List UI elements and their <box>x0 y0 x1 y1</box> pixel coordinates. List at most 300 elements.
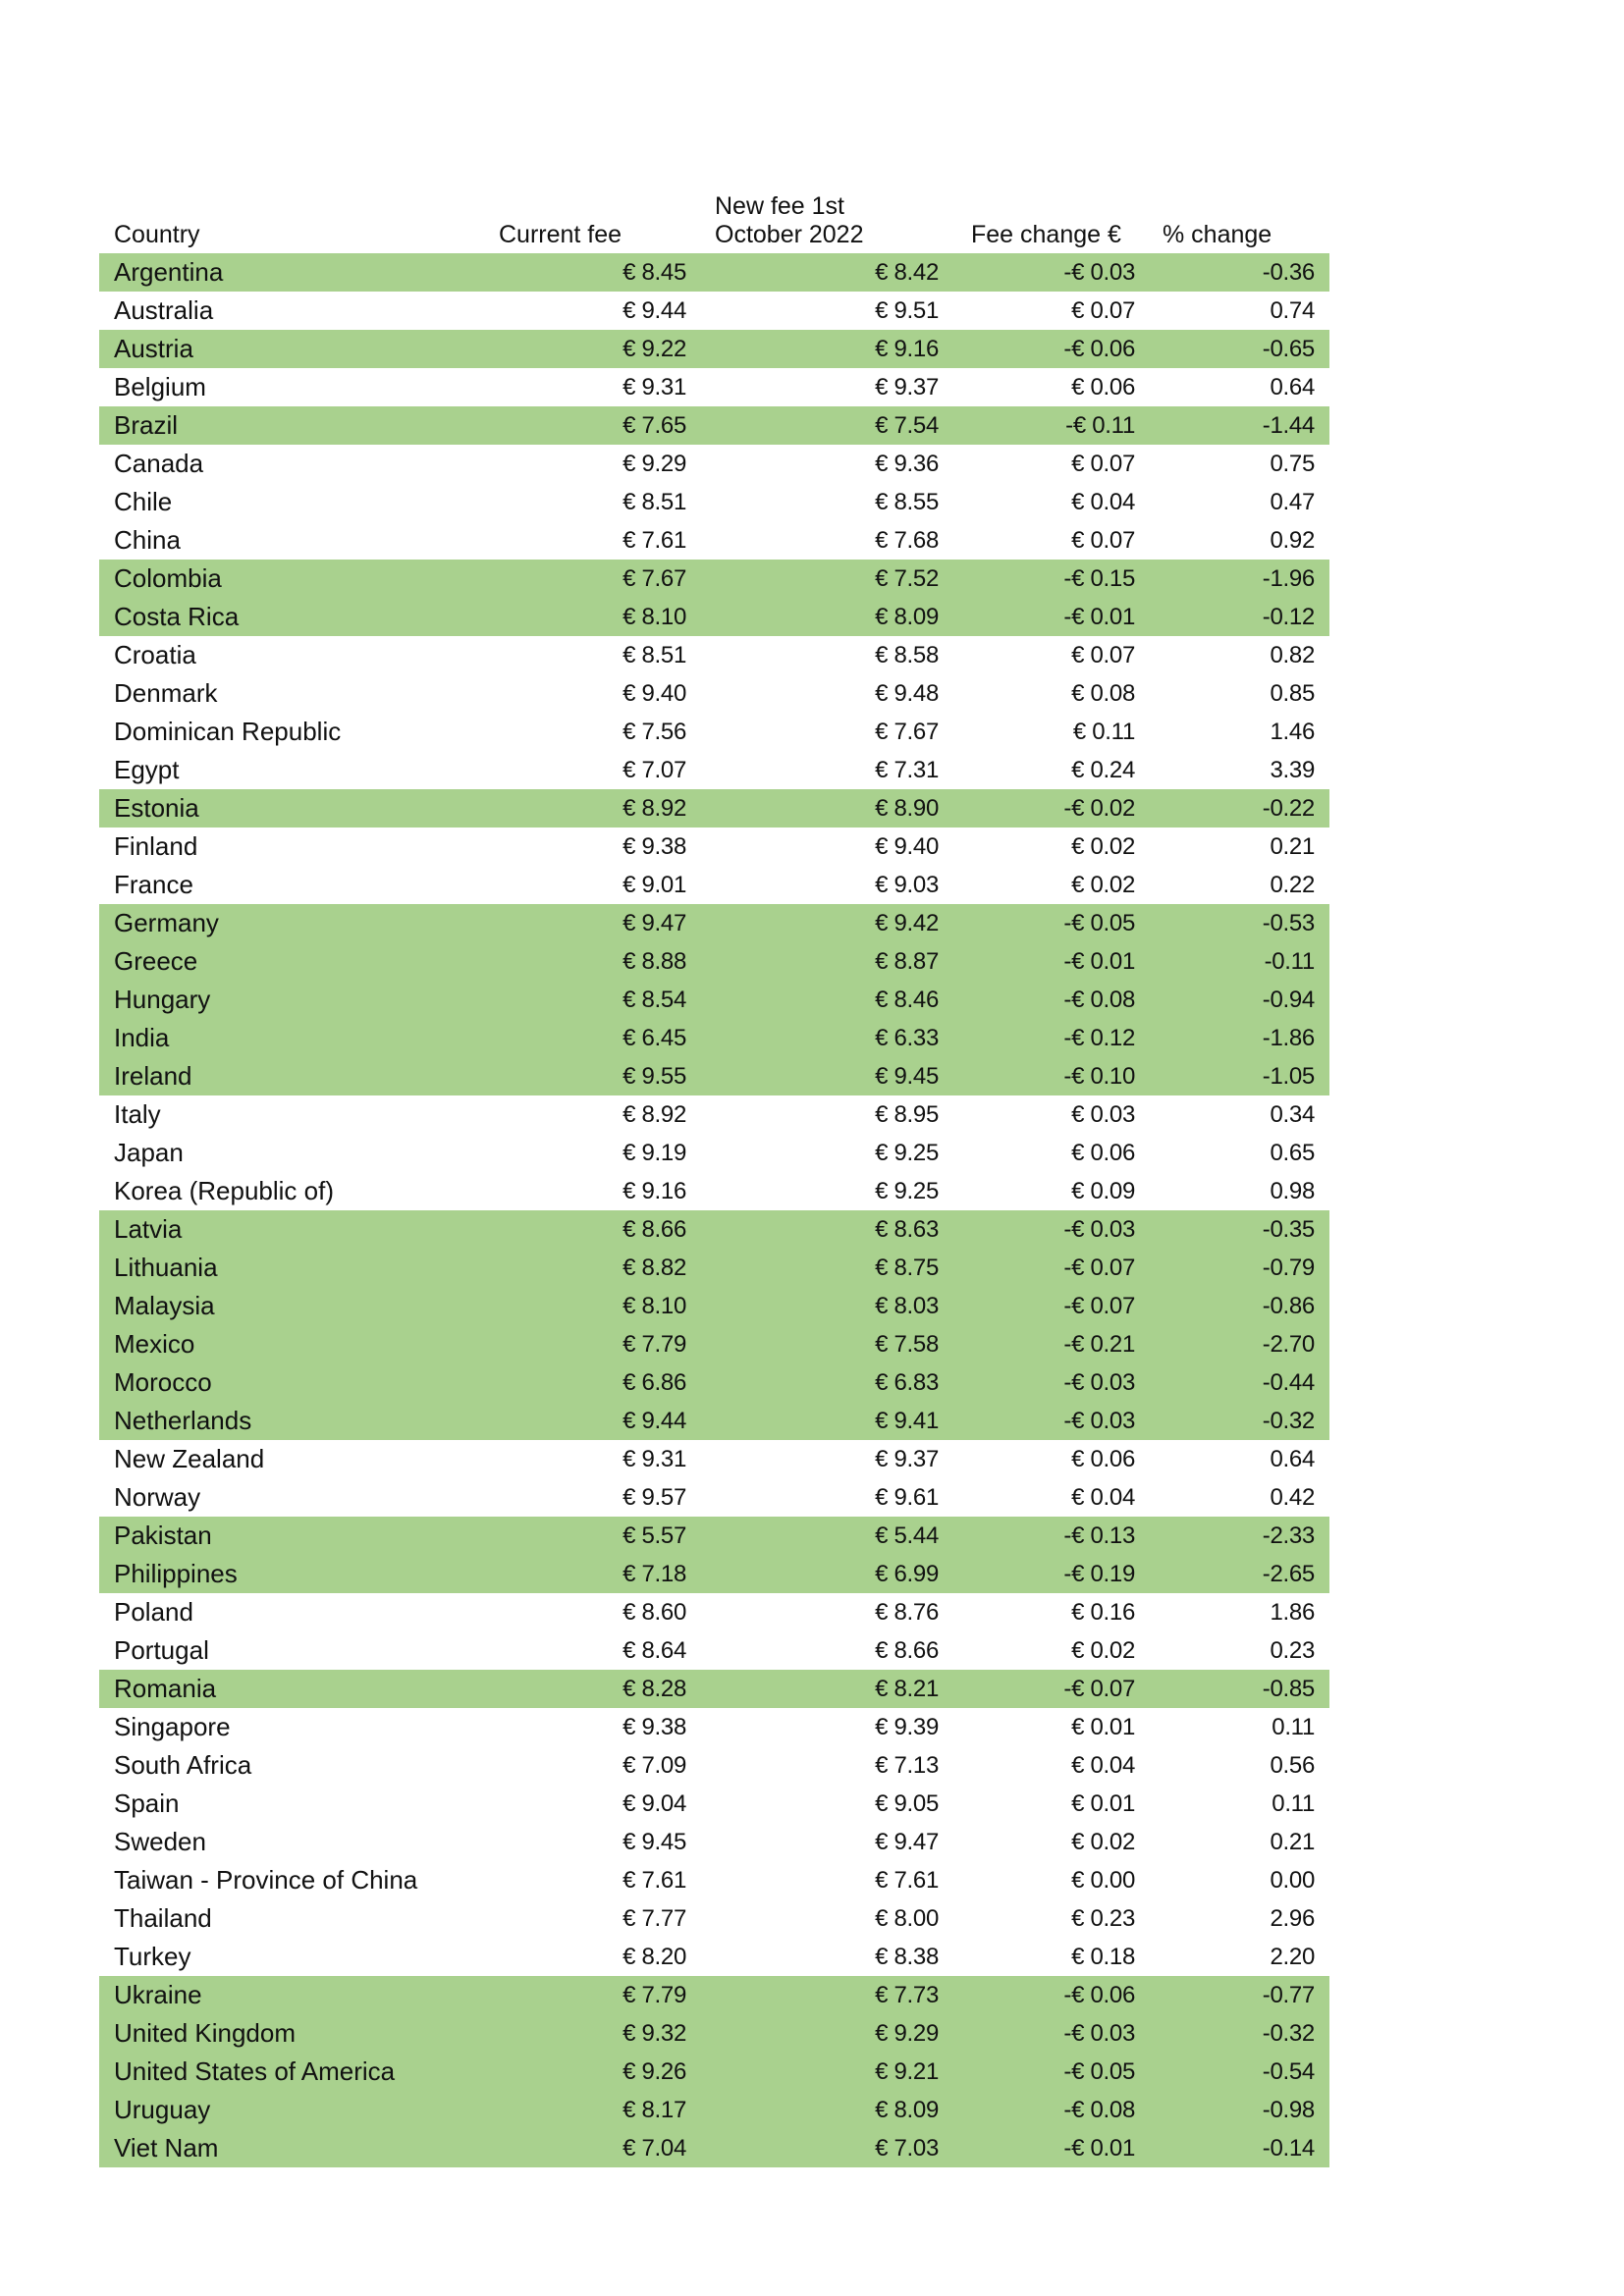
cell-country: Austria <box>99 330 488 368</box>
table-row <box>99 560 1329 598</box>
table-row <box>99 445 1329 483</box>
table-row <box>99 1478 1329 1517</box>
cell-current-fee: € 6.86 <box>488 1363 701 1402</box>
cell-country: Costa Rica <box>99 598 488 636</box>
cell-new-fee: € 8.03 <box>701 1287 954 1325</box>
cell-fee-change: € 0.06 <box>1071 1140 1135 1166</box>
cell-pct-change: -0.22 <box>1149 789 1329 828</box>
table-row <box>99 2091 1329 2129</box>
cell-pct-change: -0.14 <box>1149 2129 1329 2167</box>
cell-fee-change: € 0.07 <box>1071 642 1135 668</box>
cell-fee-change: -€ 0.08 <box>954 2091 1149 2129</box>
cell-new-fee: € 9.40 <box>875 833 939 860</box>
cell-fee-change: -€ 0.01 <box>954 942 1149 981</box>
cell-country: Greece <box>99 942 488 981</box>
cell-fee-change: € 0.03 <box>1071 1101 1135 1128</box>
cell-new-fee: € 6.99 <box>701 1555 954 1593</box>
cell-current-fee: € 9.04 <box>623 1790 686 1817</box>
cell-country: Turkey <box>114 1942 191 1971</box>
cell-fee-change: -€ 0.03 <box>954 1402 1149 1440</box>
cell-country: Philippines <box>99 1555 488 1593</box>
cell-fee-change: -€ 0.01 <box>954 598 1149 636</box>
header-current-fee: Current fee <box>499 221 623 248</box>
cell-new-fee: € 9.16 <box>701 330 954 368</box>
cell-country: Ireland <box>99 1057 488 1095</box>
cell-pct-change: 0.65 <box>1270 1140 1315 1166</box>
cell-fee-change: € 0.07 <box>1071 451 1135 477</box>
fee-table <box>99 190 1329 2167</box>
cell-pct-change: -0.85 <box>1149 1670 1329 1708</box>
table-header <box>99 190 1329 253</box>
cell-current-fee: € 8.60 <box>623 1599 686 1626</box>
cell-pct-change: 0.42 <box>1270 1484 1315 1511</box>
cell-country: Croatia <box>114 640 196 669</box>
table-row <box>99 713 1329 751</box>
cell-pct-change: 0.64 <box>1270 374 1315 400</box>
table-row <box>99 942 1329 981</box>
cell-current-fee: € 9.19 <box>623 1140 686 1166</box>
cell-fee-change: € 0.04 <box>1071 489 1135 515</box>
cell-country: South Africa <box>114 1750 252 1780</box>
cell-country: Estonia <box>99 789 488 828</box>
cell-country: Pakistan <box>99 1517 488 1555</box>
cell-fee-change: -€ 0.21 <box>954 1325 1149 1363</box>
cell-country: Australia <box>114 295 214 325</box>
cell-new-fee: € 8.21 <box>701 1670 954 1708</box>
cell-new-fee: € 8.58 <box>875 642 939 668</box>
cell-fee-change: € 0.08 <box>1071 680 1135 707</box>
cell-country: Belgium <box>114 372 206 401</box>
cell-new-fee: € 9.41 <box>701 1402 954 1440</box>
header-fee-change: Fee change € <box>971 221 1121 248</box>
table-row <box>99 1287 1329 1325</box>
cell-pct-change: 0.75 <box>1270 451 1315 477</box>
cell-current-fee: € 7.09 <box>623 1752 686 1779</box>
table-row <box>99 1172 1329 1210</box>
table-row <box>99 1402 1329 1440</box>
cell-new-fee: € 7.67 <box>875 719 939 745</box>
cell-pct-change: -0.94 <box>1149 981 1329 1019</box>
cell-current-fee: € 7.18 <box>488 1555 701 1593</box>
cell-country: Viet Nam <box>99 2129 488 2167</box>
cell-fee-change: -€ 0.13 <box>954 1517 1149 1555</box>
cell-current-fee: € 9.31 <box>623 374 686 400</box>
header-new-fee-line1: New fee 1st <box>715 192 845 220</box>
cell-new-fee: € 8.90 <box>701 789 954 828</box>
cell-current-fee: € 9.47 <box>488 904 701 942</box>
cell-country: Poland <box>114 1597 193 1627</box>
cell-pct-change: 0.85 <box>1270 680 1315 707</box>
cell-pct-change: -0.54 <box>1149 2053 1329 2091</box>
cell-country: Lithuania <box>99 1249 488 1287</box>
cell-country: Italy <box>114 1099 161 1129</box>
cell-new-fee: € 8.95 <box>875 1101 939 1128</box>
cell-country: Hungary <box>99 981 488 1019</box>
cell-new-fee: € 9.48 <box>875 680 939 707</box>
cell-country: Egypt <box>114 755 180 784</box>
cell-new-fee: € 8.87 <box>701 942 954 981</box>
cell-fee-change: -€ 0.03 <box>954 1363 1149 1402</box>
cell-country: Canada <box>114 449 204 478</box>
cell-current-fee: € 8.54 <box>488 981 701 1019</box>
cell-country: Dominican Republic <box>114 717 342 746</box>
cell-fee-change: € 0.02 <box>1071 872 1135 898</box>
table-row <box>99 2053 1329 2091</box>
cell-current-fee: € 9.44 <box>623 297 686 324</box>
cell-new-fee: € 8.55 <box>875 489 939 515</box>
table-row <box>99 1555 1329 1593</box>
cell-pct-change: -0.65 <box>1149 330 1329 368</box>
cell-new-fee: € 7.52 <box>701 560 954 598</box>
cell-fee-change: € 0.07 <box>1071 297 1135 324</box>
cell-new-fee: € 8.00 <box>875 1905 939 1932</box>
cell-current-fee: € 8.20 <box>623 1944 686 1970</box>
cell-pct-change: -1.44 <box>1149 406 1329 445</box>
cell-country: Spain <box>114 1789 180 1818</box>
cell-country: Argentina <box>99 253 488 292</box>
header-new-fee <box>701 190 954 253</box>
cell-country: Korea (Republic of) <box>114 1176 334 1205</box>
cell-pct-change: -0.12 <box>1149 598 1329 636</box>
cell-country: Malaysia <box>99 1287 488 1325</box>
cell-country: Germany <box>99 904 488 942</box>
cell-pct-change: 3.39 <box>1270 757 1315 783</box>
cell-current-fee: € 9.31 <box>623 1446 686 1472</box>
cell-current-fee: € 7.67 <box>488 560 701 598</box>
cell-pct-change: 0.82 <box>1270 642 1315 668</box>
cell-fee-change: -€ 0.03 <box>954 253 1149 292</box>
table-row <box>99 1631 1329 1670</box>
cell-new-fee: € 9.37 <box>875 374 939 400</box>
cell-fee-change: € 0.04 <box>1071 1752 1135 1779</box>
cell-current-fee: € 8.82 <box>488 1249 701 1287</box>
cell-new-fee: € 7.31 <box>875 757 939 783</box>
cell-new-fee: € 9.37 <box>875 1446 939 1472</box>
table-row <box>99 904 1329 942</box>
cell-country: Mexico <box>99 1325 488 1363</box>
cell-pct-change: 0.00 <box>1270 1867 1315 1894</box>
table-row <box>99 406 1329 445</box>
cell-fee-change: -€ 0.01 <box>954 2129 1149 2167</box>
cell-pct-change: -2.33 <box>1149 1517 1329 1555</box>
cell-pct-change: -0.77 <box>1149 1976 1329 2014</box>
cell-fee-change: -€ 0.06 <box>954 1976 1149 2014</box>
cell-fee-change: -€ 0.05 <box>954 2053 1149 2091</box>
cell-new-fee: € 7.61 <box>875 1867 939 1894</box>
cell-pct-change: 0.98 <box>1270 1178 1315 1204</box>
cell-new-fee: € 9.29 <box>701 2014 954 2053</box>
cell-country: Latvia <box>99 1210 488 1249</box>
cell-new-fee: € 6.83 <box>701 1363 954 1402</box>
cell-fee-change: € 0.02 <box>1071 833 1135 860</box>
cell-current-fee: € 9.44 <box>488 1402 701 1440</box>
cell-new-fee: € 7.58 <box>701 1325 954 1363</box>
cell-country: China <box>114 525 181 555</box>
cell-fee-change: € 0.02 <box>1071 1637 1135 1664</box>
cell-current-fee: € 8.10 <box>488 598 701 636</box>
cell-fee-change: € 0.11 <box>1072 719 1135 745</box>
table-row <box>99 789 1329 828</box>
cell-current-fee: € 7.04 <box>488 2129 701 2167</box>
cell-current-fee: € 7.61 <box>623 527 686 554</box>
cell-country: Japan <box>114 1138 184 1167</box>
cell-country: Brazil <box>99 406 488 445</box>
cell-current-fee: € 8.17 <box>488 2091 701 2129</box>
cell-pct-change: 0.21 <box>1270 1829 1315 1855</box>
cell-pct-change: -0.11 <box>1149 942 1329 981</box>
table-row <box>99 598 1329 636</box>
cell-new-fee: € 8.76 <box>875 1599 939 1626</box>
cell-current-fee: € 9.29 <box>623 451 686 477</box>
cell-new-fee: € 9.25 <box>875 1178 939 1204</box>
cell-country: Netherlands <box>99 1402 488 1440</box>
cell-current-fee: € 9.40 <box>623 680 686 707</box>
cell-current-fee: € 7.77 <box>623 1905 686 1932</box>
table-row <box>99 1249 1329 1287</box>
table-row <box>99 828 1329 866</box>
table-row <box>99 1325 1329 1363</box>
cell-current-fee: € 9.16 <box>623 1178 686 1204</box>
cell-country: Portugal <box>114 1635 209 1665</box>
cell-fee-change: -€ 0.07 <box>954 1287 1149 1325</box>
cell-new-fee: € 8.09 <box>701 598 954 636</box>
cell-country: Uruguay <box>99 2091 488 2129</box>
table-row <box>99 330 1329 368</box>
cell-country: Chile <box>114 487 173 516</box>
cell-pct-change: -0.32 <box>1149 2014 1329 2053</box>
cell-current-fee: € 7.79 <box>488 1325 701 1363</box>
cell-new-fee: € 9.61 <box>875 1484 939 1511</box>
cell-new-fee: € 9.36 <box>875 451 939 477</box>
cell-current-fee: € 8.51 <box>623 489 686 515</box>
cell-pct-change: -2.70 <box>1149 1325 1329 1363</box>
cell-pct-change: -0.86 <box>1149 1287 1329 1325</box>
cell-current-fee: € 9.01 <box>623 872 686 898</box>
cell-new-fee: € 7.13 <box>875 1752 939 1779</box>
cell-pct-change: 0.47 <box>1270 489 1315 515</box>
cell-new-fee: € 9.45 <box>701 1057 954 1095</box>
table-row <box>99 1440 1329 1478</box>
cell-pct-change: 0.23 <box>1270 1637 1315 1664</box>
cell-fee-change: -€ 0.03 <box>954 2014 1149 2053</box>
cell-pct-change: 0.74 <box>1270 297 1315 324</box>
header-country: Country <box>114 221 200 248</box>
cell-fee-change: -€ 0.08 <box>954 981 1149 1019</box>
cell-new-fee: € 9.25 <box>875 1140 939 1166</box>
cell-pct-change: -0.36 <box>1149 253 1329 292</box>
cell-new-fee: € 8.75 <box>701 1249 954 1287</box>
cell-pct-change: 1.86 <box>1270 1599 1315 1626</box>
cell-country: India <box>99 1019 488 1057</box>
cell-pct-change: 0.34 <box>1270 1101 1315 1128</box>
cell-new-fee: € 8.46 <box>701 981 954 1019</box>
table-row <box>99 292 1329 330</box>
cell-new-fee: € 7.03 <box>701 2129 954 2167</box>
table-row <box>99 1785 1329 1823</box>
cell-fee-change: € 0.23 <box>1071 1905 1135 1932</box>
cell-current-fee: € 7.65 <box>488 406 701 445</box>
cell-pct-change: 0.92 <box>1270 527 1315 554</box>
cell-fee-change: € 0.18 <box>1071 1944 1135 1970</box>
cell-current-fee: € 8.88 <box>488 942 701 981</box>
cell-current-fee: € 8.10 <box>488 1287 701 1325</box>
cell-current-fee: € 9.45 <box>623 1829 686 1855</box>
cell-country: France <box>114 870 193 899</box>
table-row <box>99 1708 1329 1746</box>
cell-fee-change: € 0.02 <box>1071 1829 1135 1855</box>
cell-pct-change: -1.05 <box>1149 1057 1329 1095</box>
cell-new-fee: € 7.54 <box>701 406 954 445</box>
cell-current-fee: € 8.51 <box>623 642 686 668</box>
cell-pct-change: -0.44 <box>1149 1363 1329 1402</box>
cell-country: Colombia <box>99 560 488 598</box>
cell-pct-change: 0.22 <box>1270 872 1315 898</box>
cell-pct-change: 0.11 <box>1272 1790 1315 1817</box>
cell-new-fee: € 9.05 <box>875 1790 939 1817</box>
cell-country: Thailand <box>114 1903 212 1933</box>
cell-fee-change: -€ 0.02 <box>954 789 1149 828</box>
table-row <box>99 674 1329 713</box>
cell-fee-change: -€ 0.19 <box>954 1555 1149 1593</box>
table-row <box>99 521 1329 560</box>
cell-current-fee: € 9.26 <box>488 2053 701 2091</box>
table-row <box>99 1593 1329 1631</box>
table-row <box>99 751 1329 789</box>
table-row <box>99 483 1329 521</box>
cell-country: Singapore <box>114 1712 231 1741</box>
cell-fee-change: -€ 0.07 <box>954 1249 1149 1287</box>
cell-current-fee: € 9.55 <box>488 1057 701 1095</box>
cell-fee-change: € 0.16 <box>1071 1599 1135 1626</box>
cell-fee-change: -€ 0.10 <box>954 1057 1149 1095</box>
table-row <box>99 1670 1329 1708</box>
cell-current-fee: € 7.79 <box>488 1976 701 2014</box>
cell-country: United Kingdom <box>99 2014 488 2053</box>
table-row <box>99 1938 1329 1976</box>
cell-pct-change: -0.35 <box>1149 1210 1329 1249</box>
table-row <box>99 1057 1329 1095</box>
table-row <box>99 1134 1329 1172</box>
cell-pct-change: 0.56 <box>1270 1752 1315 1779</box>
cell-current-fee: € 8.64 <box>623 1637 686 1664</box>
cell-current-fee: € 8.92 <box>488 789 701 828</box>
cell-pct-change: -0.53 <box>1149 904 1329 942</box>
cell-fee-change: -€ 0.06 <box>954 330 1149 368</box>
cell-current-fee: € 8.45 <box>488 253 701 292</box>
cell-current-fee: € 9.38 <box>623 1714 686 1740</box>
table-row <box>99 1019 1329 1057</box>
header-pct-change: % change <box>1163 221 1272 248</box>
table-body <box>99 253 1329 2167</box>
cell-fee-change: € 0.09 <box>1071 1178 1135 1204</box>
cell-new-fee: € 9.51 <box>875 297 939 324</box>
cell-new-fee: € 5.44 <box>701 1517 954 1555</box>
cell-current-fee: € 9.22 <box>488 330 701 368</box>
table-row <box>99 1210 1329 1249</box>
cell-current-fee: € 9.32 <box>488 2014 701 2053</box>
header-new-fee-line2: October 2022 <box>715 221 864 248</box>
cell-new-fee: € 9.47 <box>875 1829 939 1855</box>
cell-fee-change: -€ 0.05 <box>954 904 1149 942</box>
cell-new-fee: € 8.66 <box>875 1637 939 1664</box>
table-row <box>99 636 1329 674</box>
cell-current-fee: € 7.07 <box>623 757 686 783</box>
cell-country: Sweden <box>114 1827 206 1856</box>
cell-current-fee: € 8.66 <box>488 1210 701 1249</box>
cell-country: United States of America <box>99 2053 488 2091</box>
cell-new-fee: € 9.42 <box>701 904 954 942</box>
table-row <box>99 368 1329 406</box>
cell-fee-change: € 0.00 <box>1071 1867 1135 1894</box>
cell-current-fee: € 6.45 <box>488 1019 701 1057</box>
table-row <box>99 866 1329 904</box>
cell-fee-change: -€ 0.11 <box>954 406 1149 445</box>
cell-current-fee: € 7.56 <box>623 719 686 745</box>
cell-pct-change: -0.98 <box>1149 2091 1329 2129</box>
cell-fee-change: € 0.24 <box>1071 757 1135 783</box>
cell-new-fee: € 7.73 <box>701 1976 954 2014</box>
table-row <box>99 2014 1329 2053</box>
table-row <box>99 981 1329 1019</box>
cell-pct-change: -1.96 <box>1149 560 1329 598</box>
table-row <box>99 1095 1329 1134</box>
cell-new-fee: € 6.33 <box>701 1019 954 1057</box>
header-row <box>99 190 1329 253</box>
cell-fee-change: -€ 0.07 <box>954 1670 1149 1708</box>
cell-new-fee: € 9.21 <box>701 2053 954 2091</box>
cell-country: Morocco <box>99 1363 488 1402</box>
table-row <box>99 1363 1329 1402</box>
cell-pct-change: -0.79 <box>1149 1249 1329 1287</box>
cell-new-fee: € 8.42 <box>701 253 954 292</box>
cell-pct-change: 0.64 <box>1270 1446 1315 1472</box>
cell-country: Norway <box>114 1482 201 1512</box>
table-row <box>99 1823 1329 1861</box>
cell-new-fee: € 9.03 <box>875 872 939 898</box>
cell-country: Taiwan - Province of China <box>114 1865 418 1895</box>
cell-fee-change: -€ 0.12 <box>954 1019 1149 1057</box>
cell-current-fee: € 7.61 <box>623 1867 686 1894</box>
cell-fee-change: € 0.07 <box>1071 527 1135 554</box>
cell-new-fee: € 8.63 <box>701 1210 954 1249</box>
table-row <box>99 1746 1329 1785</box>
table-row <box>99 1899 1329 1938</box>
cell-country: Denmark <box>114 678 218 708</box>
cell-country: New Zealand <box>114 1444 265 1473</box>
cell-current-fee: € 9.38 <box>623 833 686 860</box>
cell-pct-change: 0.21 <box>1270 833 1315 860</box>
cell-fee-change: € 0.01 <box>1071 1714 1135 1740</box>
cell-new-fee: € 8.09 <box>701 2091 954 2129</box>
cell-pct-change: -2.65 <box>1149 1555 1329 1593</box>
cell-pct-change: 0.11 <box>1272 1714 1315 1740</box>
cell-current-fee: € 8.92 <box>623 1101 686 1128</box>
cell-current-fee: € 9.57 <box>623 1484 686 1511</box>
cell-new-fee: € 9.39 <box>875 1714 939 1740</box>
table-row <box>99 2129 1329 2167</box>
cell-pct-change: -1.86 <box>1149 1019 1329 1057</box>
cell-current-fee: € 8.28 <box>488 1670 701 1708</box>
cell-pct-change: -0.32 <box>1149 1402 1329 1440</box>
cell-fee-change: -€ 0.03 <box>954 1210 1149 1249</box>
cell-fee-change: € 0.06 <box>1071 1446 1135 1472</box>
cell-country: Romania <box>99 1670 488 1708</box>
cell-new-fee: € 8.38 <box>875 1944 939 1970</box>
cell-fee-change: € 0.04 <box>1071 1484 1135 1511</box>
cell-new-fee: € 7.68 <box>875 527 939 554</box>
table-row <box>99 1976 1329 2014</box>
table-row <box>99 253 1329 292</box>
